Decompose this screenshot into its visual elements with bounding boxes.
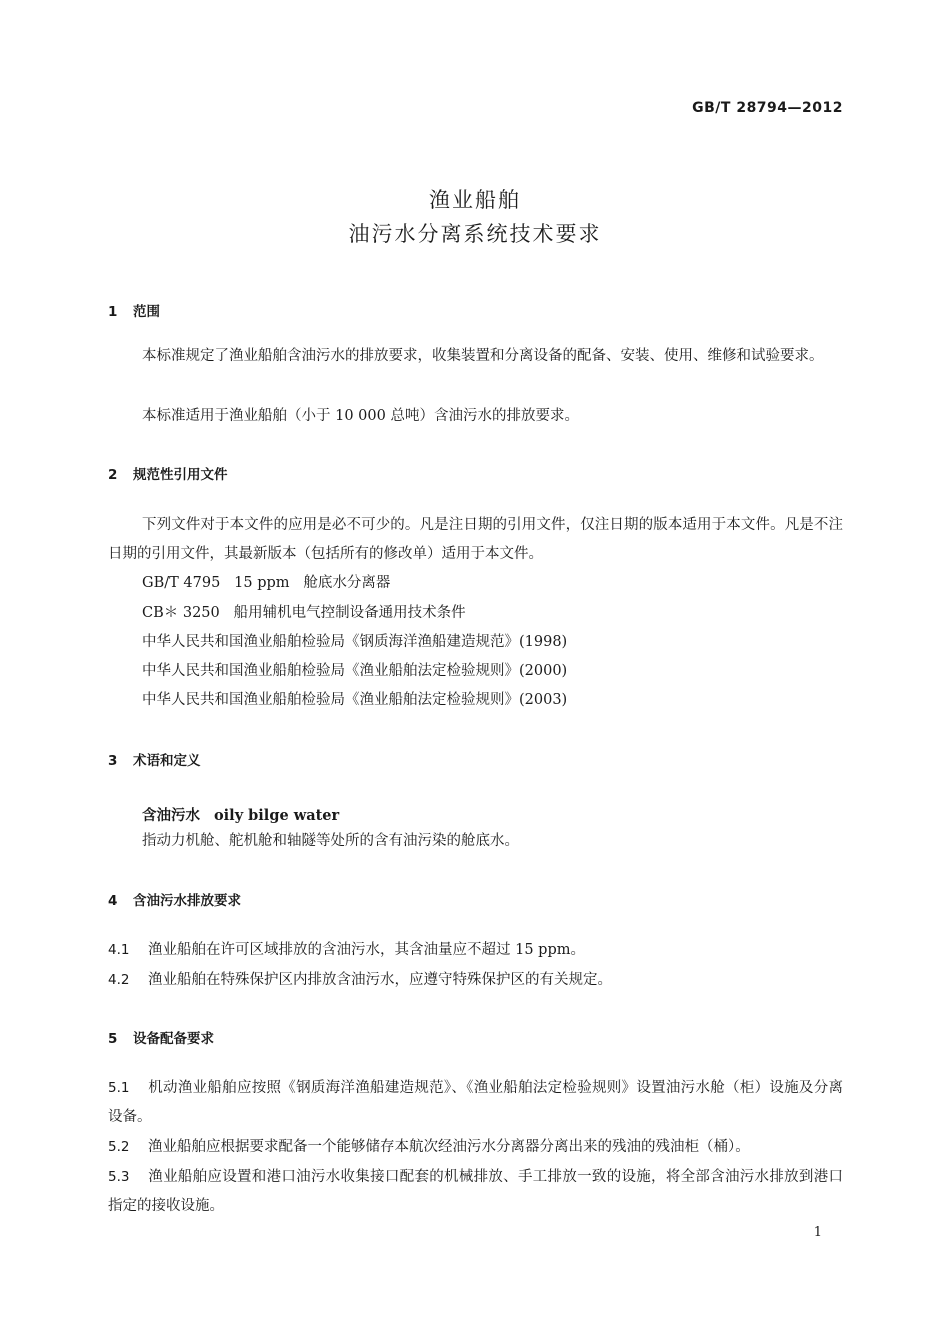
- clause-number: 5.3: [108, 1169, 130, 1185]
- section-1-paragraph-2: 本标准适用于渔业船舶（小于 10 000 总吨）含油污水的排放要求。: [142, 408, 579, 424]
- term-english: oily bilge water: [214, 807, 340, 824]
- section-5-heading: [108, 1027, 214, 1047]
- clause-number: 4.2: [108, 972, 130, 988]
- section-number: 1: [108, 304, 118, 320]
- clause-number: 5.2: [108, 1139, 130, 1155]
- clause-text: 渔业船舶在特殊保护区内排放含油污水，应遵守特殊保护区的有关规定。: [148, 972, 612, 988]
- section-title: 含油污水排放要求: [133, 893, 241, 909]
- clause-5-3: [108, 1163, 843, 1221]
- reference-item: 中华人民共和国渔业船舶检验局《钢质海洋渔船建造规范》(1998): [142, 634, 568, 650]
- standard-code: GB/T 28794—2012: [692, 100, 843, 116]
- reference-item: CB＊ 3250 船用辅机电气控制设备通用技术条件: [142, 605, 466, 621]
- document-title-line1: 渔业船舶: [429, 188, 521, 212]
- clause-5-2: [108, 1133, 843, 1162]
- section-number: 4: [108, 893, 118, 909]
- section-2-heading: [108, 463, 228, 483]
- clause-4-1: [108, 936, 843, 965]
- section-title: 范围: [133, 304, 160, 320]
- section-number: 5: [108, 1031, 118, 1047]
- clause-4-2: [108, 966, 843, 995]
- document-title-line2: 油污水分离系统技术要求: [348, 222, 602, 246]
- clause-text: 渔业船舶应根据要求配备一个能够储存本航次经油污水分离器分离出来的残油的残油柜（桶）。: [148, 1139, 750, 1155]
- clause-5-1: [108, 1074, 843, 1132]
- section-4-heading: [108, 889, 241, 909]
- section-1-heading: [108, 300, 160, 320]
- section-2-paragraph-1: 下列文件对于本文件的应用是必不可少的。凡是注日期的引用文件，仅注日期的版本适用于本文件。凡是不注日期的引用文件，其最新版本（包括所有的修改单）适用于本文件。: [108, 517, 843, 562]
- clause-number: 4.1: [108, 942, 130, 958]
- reference-item: GB/T 4795 15 ppm 舱底水分离器: [142, 575, 391, 591]
- section-number: 3: [108, 753, 118, 769]
- clause-text: 机动渔业船舶应按照《钢质海洋渔船建造规范》、《渔业船舶法定检验规则》设置油污水舱（柜）设施及分离设备。: [108, 1080, 843, 1125]
- reference-item: 中华人民共和国渔业船舶检验局《渔业船舶法定检验规则》(2000): [142, 663, 568, 679]
- term-entry: [142, 804, 339, 825]
- term-definition: 指动力机舱、舵机舱和轴隧等处所的含有油污染的舱底水。: [142, 833, 519, 849]
- clause-number: 5.1: [108, 1080, 130, 1096]
- reference-item: 中华人民共和国渔业船舶检验局《渔业船舶法定检验规则》(2003): [142, 692, 568, 708]
- clause-text: 渔业船舶应设置和港口油污水收集接口配套的机械排放、手工排放一致的设施，将全部含油污水排放到港口指定的接收设施。: [108, 1169, 843, 1214]
- page-number: 1: [813, 1225, 822, 1240]
- section-number: 2: [108, 467, 118, 483]
- section-title: 术语和定义: [133, 753, 201, 769]
- clause-text: 渔业船舶在许可区域排放的含油污水，其含油量应不超过 15 ppm。: [148, 942, 585, 958]
- section-title: 设备配备要求: [133, 1031, 214, 1047]
- section-title: 规范性引用文件: [133, 467, 228, 483]
- section-1-paragraph-1: 本标准规定了渔业船舶含油污水的排放要求，收集装置和分离设备的配备、安装、使用、维修和试验要求。: [142, 348, 824, 364]
- term-chinese: 含油污水: [142, 807, 200, 824]
- section-3-heading: [108, 749, 201, 769]
